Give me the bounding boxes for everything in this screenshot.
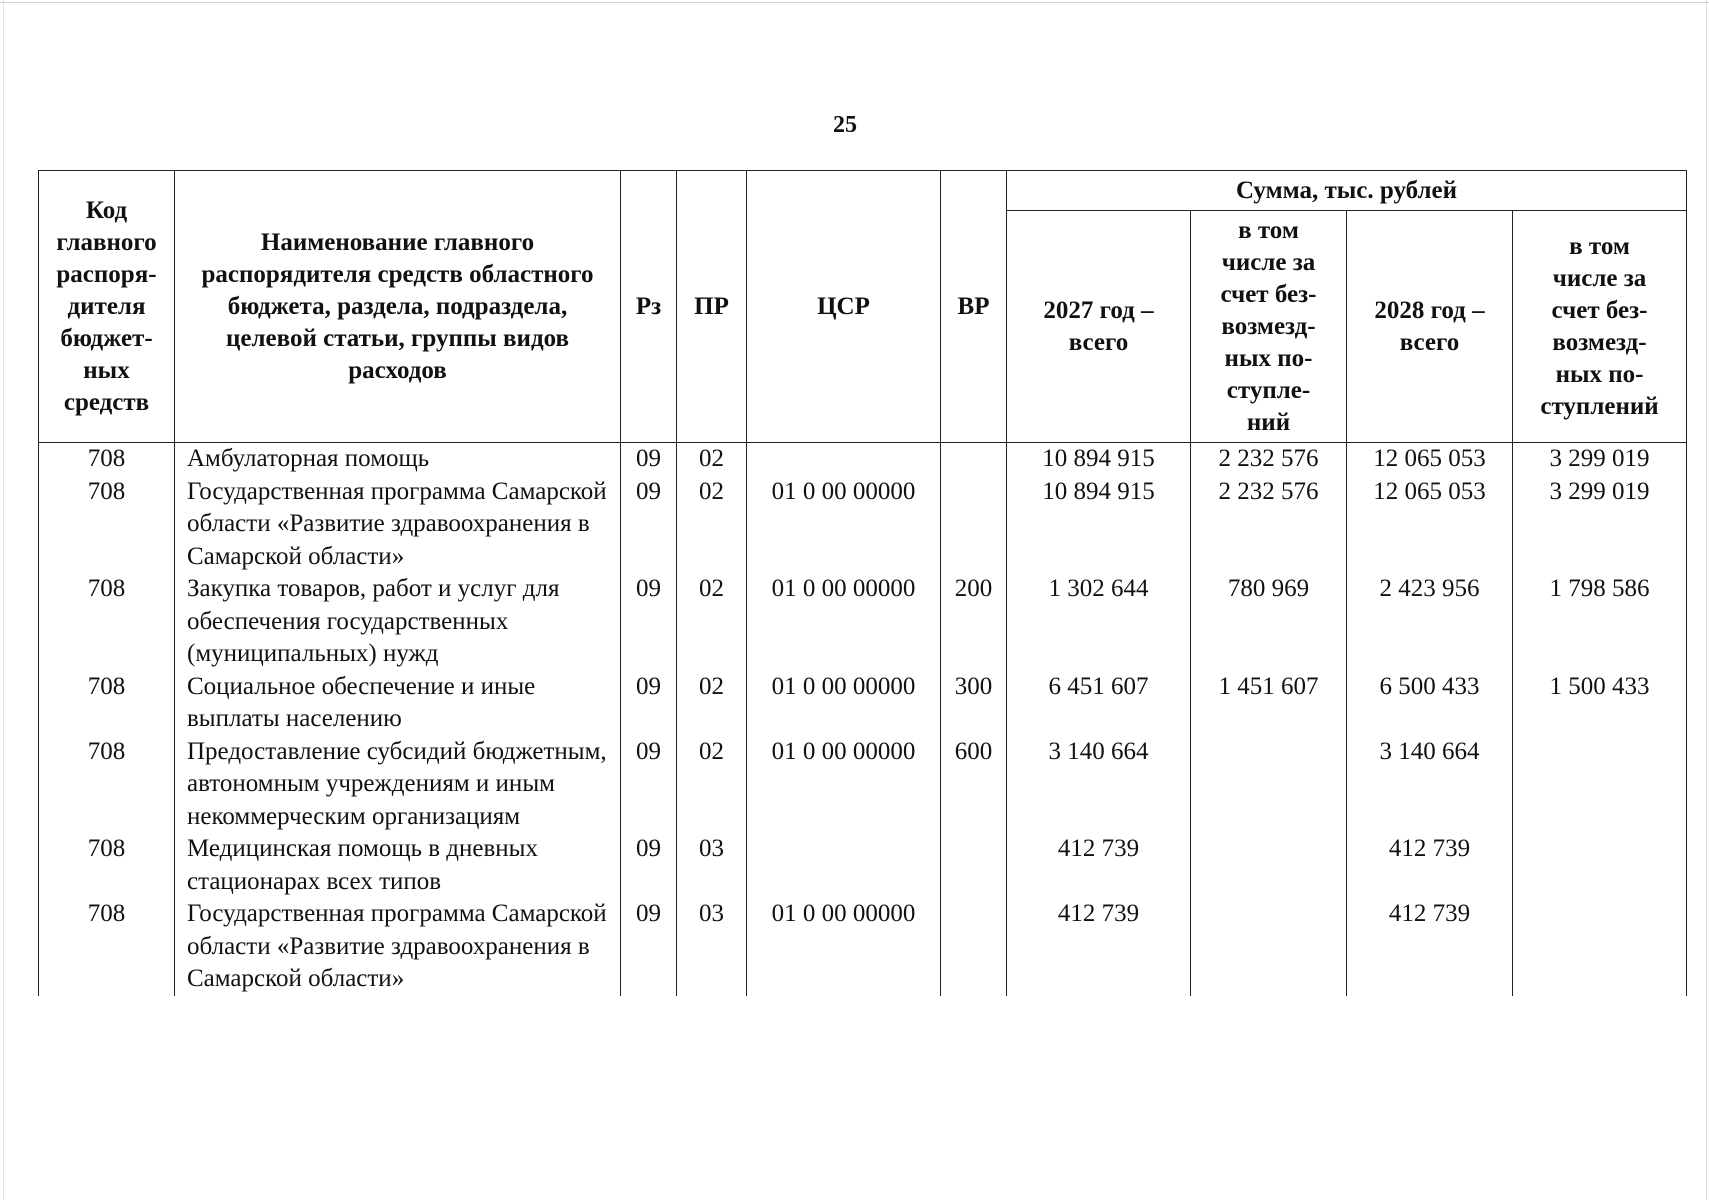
cell-rz: 09 [621,573,677,671]
table-header [39,171,1687,443]
cell-2028-grants: 3 299 019 [1513,476,1687,574]
cell-vr [941,443,1007,476]
cell-name: Предоставление субсидий бюджетным, автономным учреждениям и иным некоммерческим организациям [175,736,621,834]
cell-2028-grants: 1 500 433 [1513,671,1687,736]
header-sum-group: Сумма, тыс. рублей [1007,171,1687,211]
header-rz: Рз [621,171,677,443]
cell-vr [941,476,1007,574]
cell-2028-grants [1513,736,1687,834]
cell-csr: 01 0 00 00000 [747,573,941,671]
table-row [39,443,1687,476]
cell-name: Закупка товаров, работ и услуг для обеспечения государственных (муниципальных) нужд [175,573,621,671]
cell-2027-grants [1191,833,1347,898]
cell-pr: 03 [677,833,747,898]
page-number: 25 [833,112,857,138]
cell-pr: 02 [677,671,747,736]
table-row [39,476,1687,574]
cell-rz: 09 [621,476,677,574]
cell-vr: 300 [941,671,1007,736]
cell-name: Государственная программа Самарской области «Развитие здравоохранения в Самарской области» [175,476,621,574]
cell-csr: 01 0 00 00000 [747,476,941,574]
cell-2028-total: 412 739 [1347,898,1513,996]
table-body [39,443,1687,996]
cell-2028-total: 2 423 956 [1347,573,1513,671]
cell-2027-grants [1191,736,1347,834]
header-2028-grants: в том числе за счет без-возмезд-ных по-ступлений [1513,211,1687,443]
cell-vr: 200 [941,573,1007,671]
cell-csr: 01 0 00 00000 [747,736,941,834]
cell-pr: 03 [677,898,747,996]
cell-pr: 02 [677,443,747,476]
cell-2027-grants: 1 451 607 [1191,671,1347,736]
cell-vr [941,898,1007,996]
budget-table [38,170,1687,996]
cell-pr: 02 [677,573,747,671]
cell-2028-total: 3 140 664 [1347,736,1513,834]
header-csr: ЦСР [747,171,941,443]
header-vr: ВР [941,171,1007,443]
cell-name: Медицинская помощь в дневных стационарах всех типов [175,833,621,898]
header-name: Наименование главного распорядителя средств областного бюджета, раздела, подраздела, целевой статьи, группы видов расходов [175,171,621,443]
cell-name: Социальное обеспечение и иные выплаты населению [175,671,621,736]
header-2027-grants: в том числе за счет без-возмезд-ных по-ступле-ний [1191,211,1347,443]
cell-pr: 02 [677,476,747,574]
scan-edge-right [1706,0,1707,1200]
cell-2027-grants: 2 232 576 [1191,476,1347,574]
cell-2027-total: 3 140 664 [1007,736,1191,834]
cell-pr: 02 [677,736,747,834]
table-row [39,833,1687,898]
cell-2027-total: 1 302 644 [1007,573,1191,671]
cell-2027-grants [1191,898,1347,996]
cell-2027-total: 412 739 [1007,833,1191,898]
cell-csr: 01 0 00 00000 [747,671,941,736]
cell-2027-grants: 780 969 [1191,573,1347,671]
cell-rz: 09 [621,671,677,736]
scan-edge-left [3,0,4,1200]
cell-csr [747,833,941,898]
cell-2028-grants [1513,833,1687,898]
cell-2028-total: 12 065 053 [1347,443,1513,476]
cell-code: 708 [39,898,175,996]
header-pr: ПР [677,171,747,443]
cell-2028-grants [1513,898,1687,996]
cell-code: 708 [39,671,175,736]
cell-2028-total: 12 065 053 [1347,476,1513,574]
table-row [39,736,1687,834]
cell-2028-grants: 1 798 586 [1513,573,1687,671]
cell-code: 708 [39,443,175,476]
cell-rz: 09 [621,833,677,898]
cell-code: 708 [39,476,175,574]
cell-vr [941,833,1007,898]
cell-rz: 09 [621,736,677,834]
cell-code: 708 [39,736,175,834]
cell-2027-total: 6 451 607 [1007,671,1191,736]
table-row [39,671,1687,736]
table-row [39,898,1687,996]
header-2028-total: 2028 год – всего [1347,211,1513,443]
cell-csr [747,443,941,476]
cell-csr: 01 0 00 00000 [747,898,941,996]
cell-name: Амбулаторная помощь [175,443,621,476]
table-row [39,573,1687,671]
header-code: Код главного распоря-дителя бюджет-ных средств [39,171,175,443]
cell-code: 708 [39,833,175,898]
cell-name: Государственная программа Самарской области «Развитие здравоохранения в Самарской области» [175,898,621,996]
cell-2028-grants: 3 299 019 [1513,443,1687,476]
cell-2027-total: 10 894 915 [1007,443,1191,476]
cell-2027-grants: 2 232 576 [1191,443,1347,476]
cell-rz: 09 [621,898,677,996]
cell-2028-total: 6 500 433 [1347,671,1513,736]
cell-code: 708 [39,573,175,671]
cell-rz: 09 [621,443,677,476]
cell-2028-total: 412 739 [1347,833,1513,898]
cell-2027-total: 412 739 [1007,898,1191,996]
header-2027-total: 2027 год – всего [1007,211,1191,443]
cell-2027-total: 10 894 915 [1007,476,1191,574]
scan-edge-top [0,2,1709,3]
cell-vr: 600 [941,736,1007,834]
